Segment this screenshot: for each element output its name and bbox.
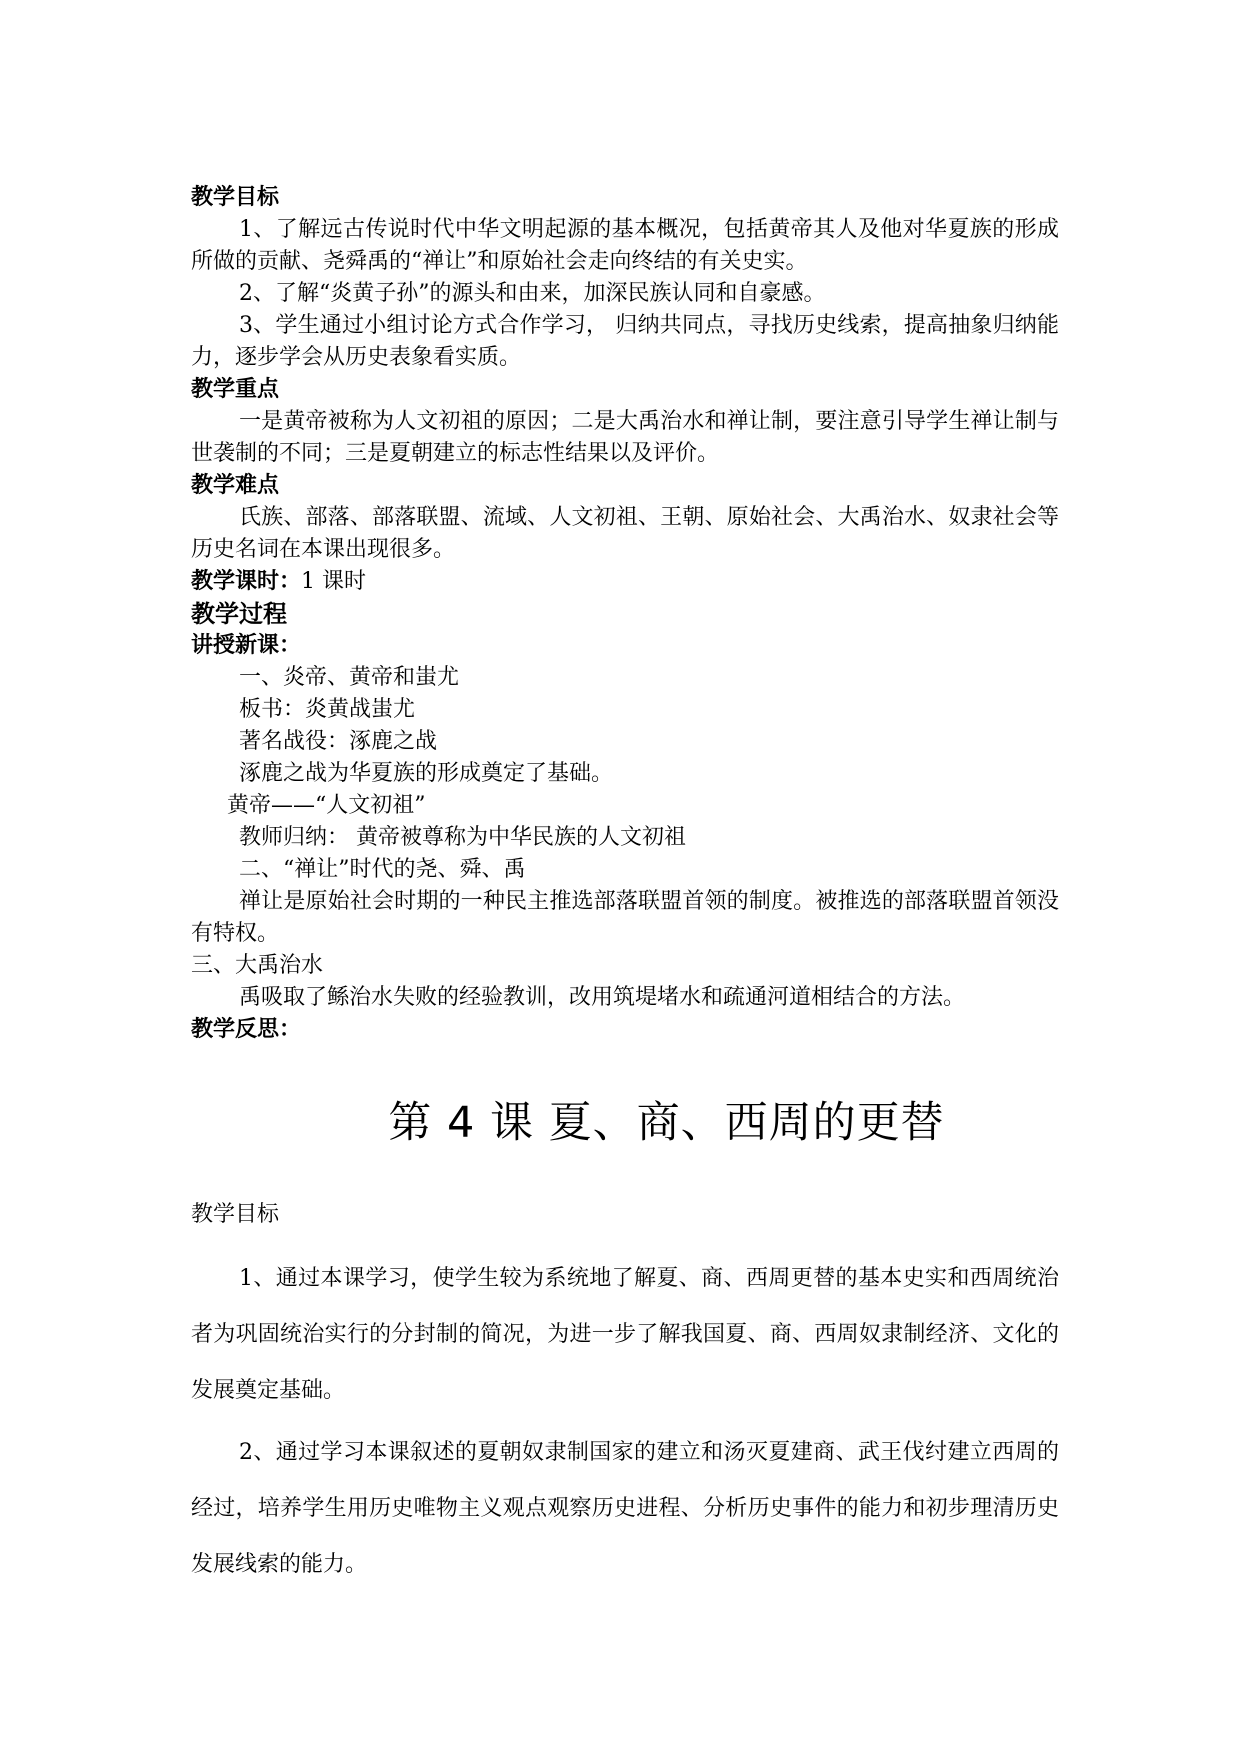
heading-new-lesson: 讲授新课：	[191, 633, 302, 658]
key-points-text: 一是黄帝被称为人文初祖的原因；二是大禹治水和禅让制，要注意引导学生禅让制与世袭制的不同；三是夏朝建立的标志性结果以及评价。	[191, 409, 1059, 466]
process-line-4: 涿鹿之战为华夏族的形成奠定了基础。	[239, 761, 614, 786]
teaching-hours	[191, 566, 1059, 598]
difficulties-text: 氏族、部落、部落联盟、流域、人文初祖、王朝、原始社会、大禹治水、奴隶社会等历史名词在本课出现很多。	[191, 505, 1059, 562]
lesson-plan-section	[191, 182, 1059, 1046]
process-line-1: 一、炎帝、黄帝和蚩尤	[239, 665, 460, 690]
lesson-4-heading-objectives: 教学目标	[191, 1202, 280, 1227]
process-line-3: 著名战役：涿鹿之战	[239, 729, 438, 754]
lesson-4-objective-2: 2、通过学习本课叙述的夏朝奴隶制国家的建立和汤灭夏建商、武王伐纣建立西周的经过，培养学生用历史唯物主义观点观察历史进程、分析历史事件的能力和初步理清历史发展线索的能力。	[191, 1440, 1059, 1577]
heading-key-points: 教学重点	[191, 377, 280, 402]
objective-1: 1、了解远古传说时代中华文明起源的基本概况，包括黄帝其人及他对华夏族的形成所做的贡献、尧舜禹的“禅让”和原始社会走向终结的有关史实。	[191, 217, 1059, 274]
lesson-4-title-wrap	[0, 1095, 1241, 1151]
lesson-4-section	[191, 1187, 1059, 1593]
lesson-4-objective-1: 1、通过本课学习，使学生较为系统地了解夏、商、西周更替的基本史实和西周统治者为巩固统治实行的分封制的简况，为进一步了解我国夏、商、西周奴隶制经济、文化的发展奠定基础。	[191, 1266, 1059, 1403]
heading-difficulties: 教学难点	[191, 473, 280, 498]
lesson-4-title: 第 4 课 夏、商、西周的更替	[388, 1098, 945, 1148]
objective-3: 3、学生通过小组讨论方式合作学习， 归纳共同点，寻找历史线索，提高抽象归纳能力，逐步学会从历史表象看实质。	[191, 313, 1059, 370]
heading-teaching-process: 教学过程	[191, 600, 287, 628]
process-line-5: 黄帝——“人文初祖”	[227, 793, 426, 818]
heading-teaching-objectives: 教学目标	[191, 185, 280, 210]
process-line-2: 板书：炎黄战蚩尤	[239, 697, 416, 722]
heading-flood-control: 三、大禹治水	[191, 953, 324, 978]
heading-teaching-reflection: 教学反思：	[191, 1017, 302, 1042]
shanrang-paragraph: 禅让是原始社会时期的一种民主推选部落联盟首领的制度。被推选的部落联盟首领没有特权。	[191, 889, 1059, 946]
process-line-6: 教师归纳： 黄帝被尊称为中华民族的人文初祖	[239, 825, 686, 850]
objective-2: 2、了解“炎黄子孙”的源头和由来，加深民族认同和自豪感。	[239, 281, 826, 306]
process-line-7: 二、“禅让”时代的尧、舜、禹	[239, 857, 526, 882]
yu-paragraph: 禹吸取了鲧治水失败的经验教训，改用筑堤堵水和疏通河道相结合的方法。	[239, 985, 966, 1010]
teaching-hours-value: 1 课时	[301, 569, 367, 594]
teaching-hours-label: 教学课时：	[191, 569, 302, 594]
spacer	[191, 1243, 1059, 1251]
